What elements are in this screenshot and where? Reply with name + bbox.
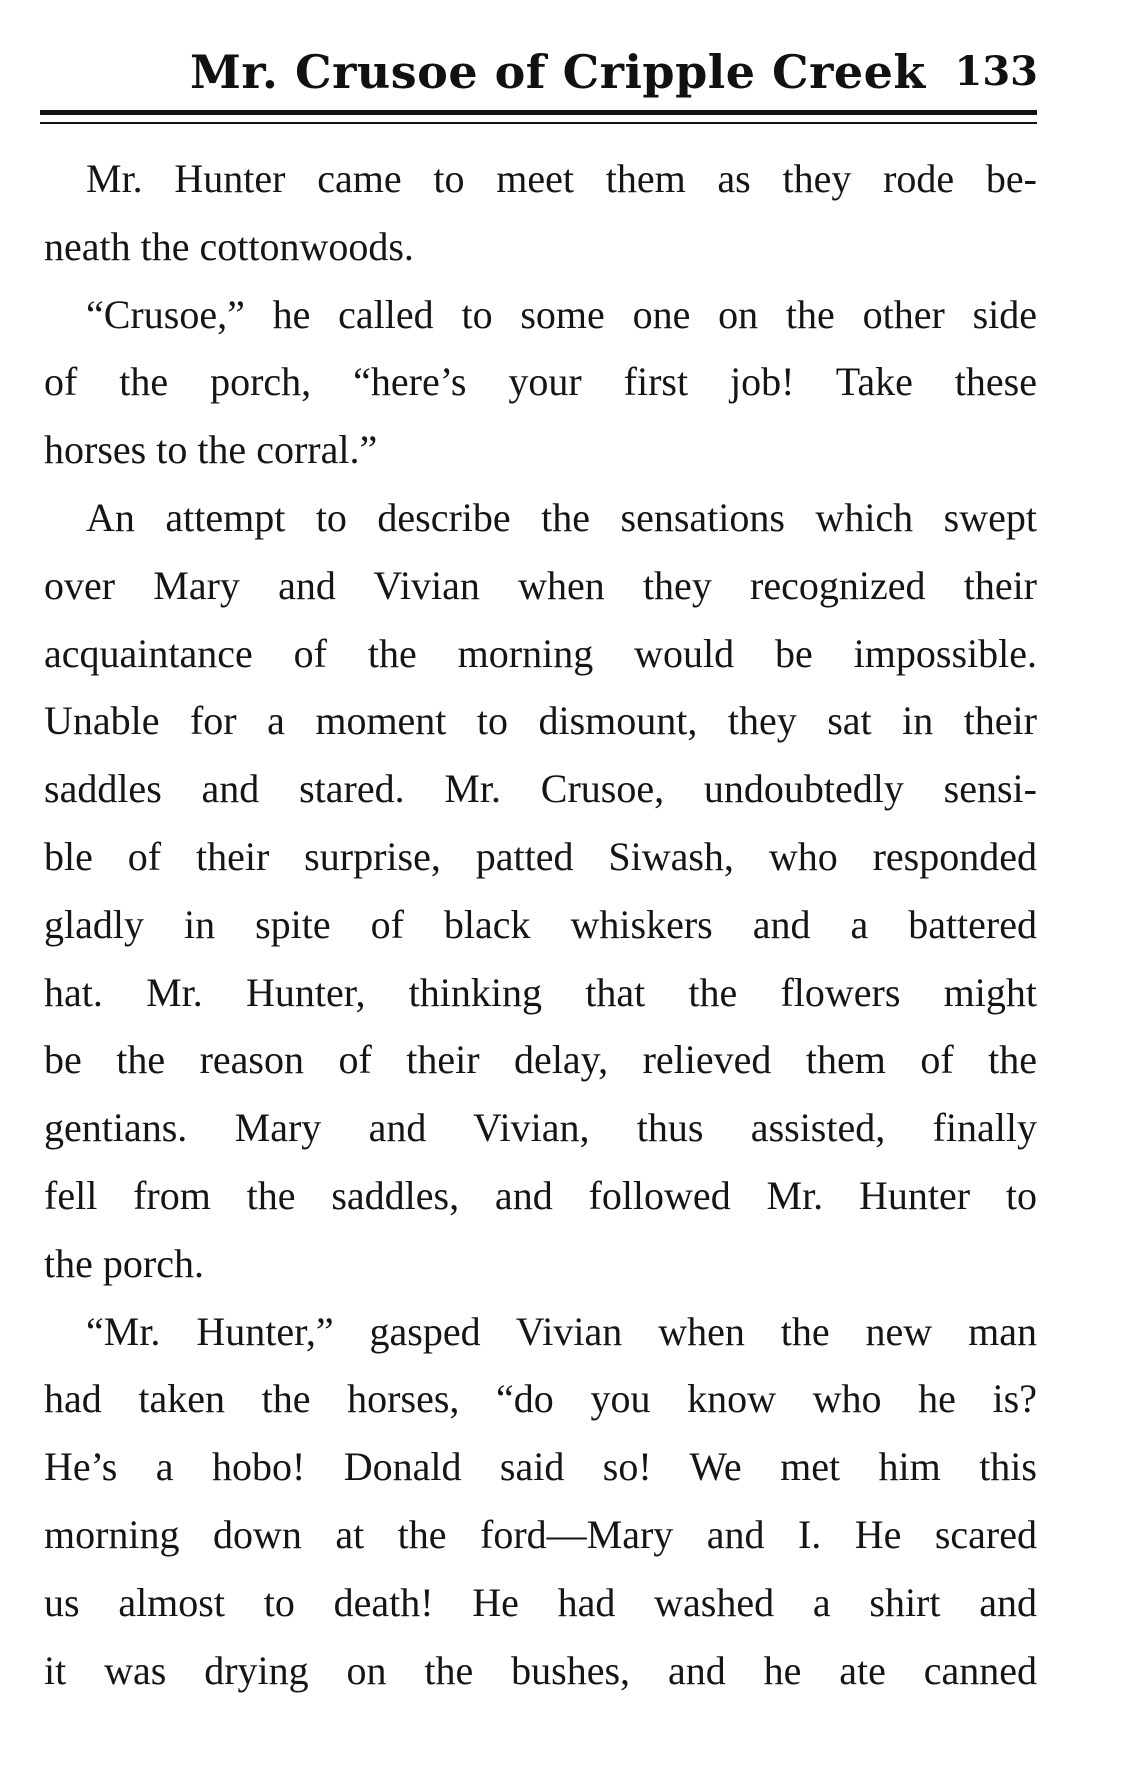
text-line: ble of their surprise, patted Siwash, who responded	[44, 833, 1037, 879]
text-line: over Mary and Vivian when they recognized their	[44, 562, 1037, 608]
text-line: Mr. Hunter came to meet them as they rode be-	[86, 156, 1037, 201]
body-text	[44, 145, 1037, 1704]
running-head	[190, 40, 1038, 104]
text-line: “Crusoe,” he called to some one on the other side	[86, 291, 1037, 337]
running-title: Mr. Crusoe of Cripple Creek	[190, 45, 926, 99]
text-line: acquaintance of the morning would be impossible.	[44, 630, 1037, 676]
text-line: of the porch, “here’s your first job! Take these	[44, 359, 1037, 405]
paragraph	[44, 145, 1037, 281]
paragraph	[44, 281, 1037, 484]
text-line: hat. Mr. Hunter, thinking that the flowers might	[44, 969, 1037, 1015]
text-line: morning down at the ford—Mary and I. He scared	[44, 1511, 1037, 1557]
text-line: gladly in spite of black whiskers and a battered	[44, 901, 1037, 947]
header-rule-thick	[40, 110, 1037, 115]
text-line: gentians. Mary and Vivian, thus assisted, finally	[44, 1105, 1037, 1151]
paragraph	[44, 484, 1037, 1298]
header-rule-thin	[40, 122, 1037, 124]
text-line: the porch.	[44, 1240, 204, 1286]
text-line: be the reason of their delay, relieved them of the	[44, 1037, 1037, 1083]
text-line: fell from the saddles, and followed Mr. Hunter to	[44, 1172, 1037, 1218]
text-line: saddles and stared. Mr. Crusoe, undoubtedly sensi-	[44, 766, 1037, 812]
text-line: horses to the corral.”	[44, 427, 378, 473]
text-line: us almost to death! He had washed a shirt and	[44, 1579, 1037, 1625]
text-line: An attempt to describe the sensations which swept	[86, 494, 1037, 540]
text-line: Unable for a moment to dismount, they sat in their	[44, 698, 1037, 744]
page-number: 133	[954, 48, 1038, 95]
text-line: He’s a hobo! Donald said so! We met him this	[44, 1444, 1037, 1490]
text-line: “Mr. Hunter,” gasped Vivian when the new man	[86, 1308, 1037, 1354]
paragraph	[44, 1298, 1037, 1705]
text-line: neath the cottonwoods.	[44, 223, 414, 269]
text-line: had taken the horses, “do you know who he is?	[44, 1376, 1037, 1422]
text-line: it was drying on the bushes, and he ate canned	[44, 1647, 1037, 1693]
